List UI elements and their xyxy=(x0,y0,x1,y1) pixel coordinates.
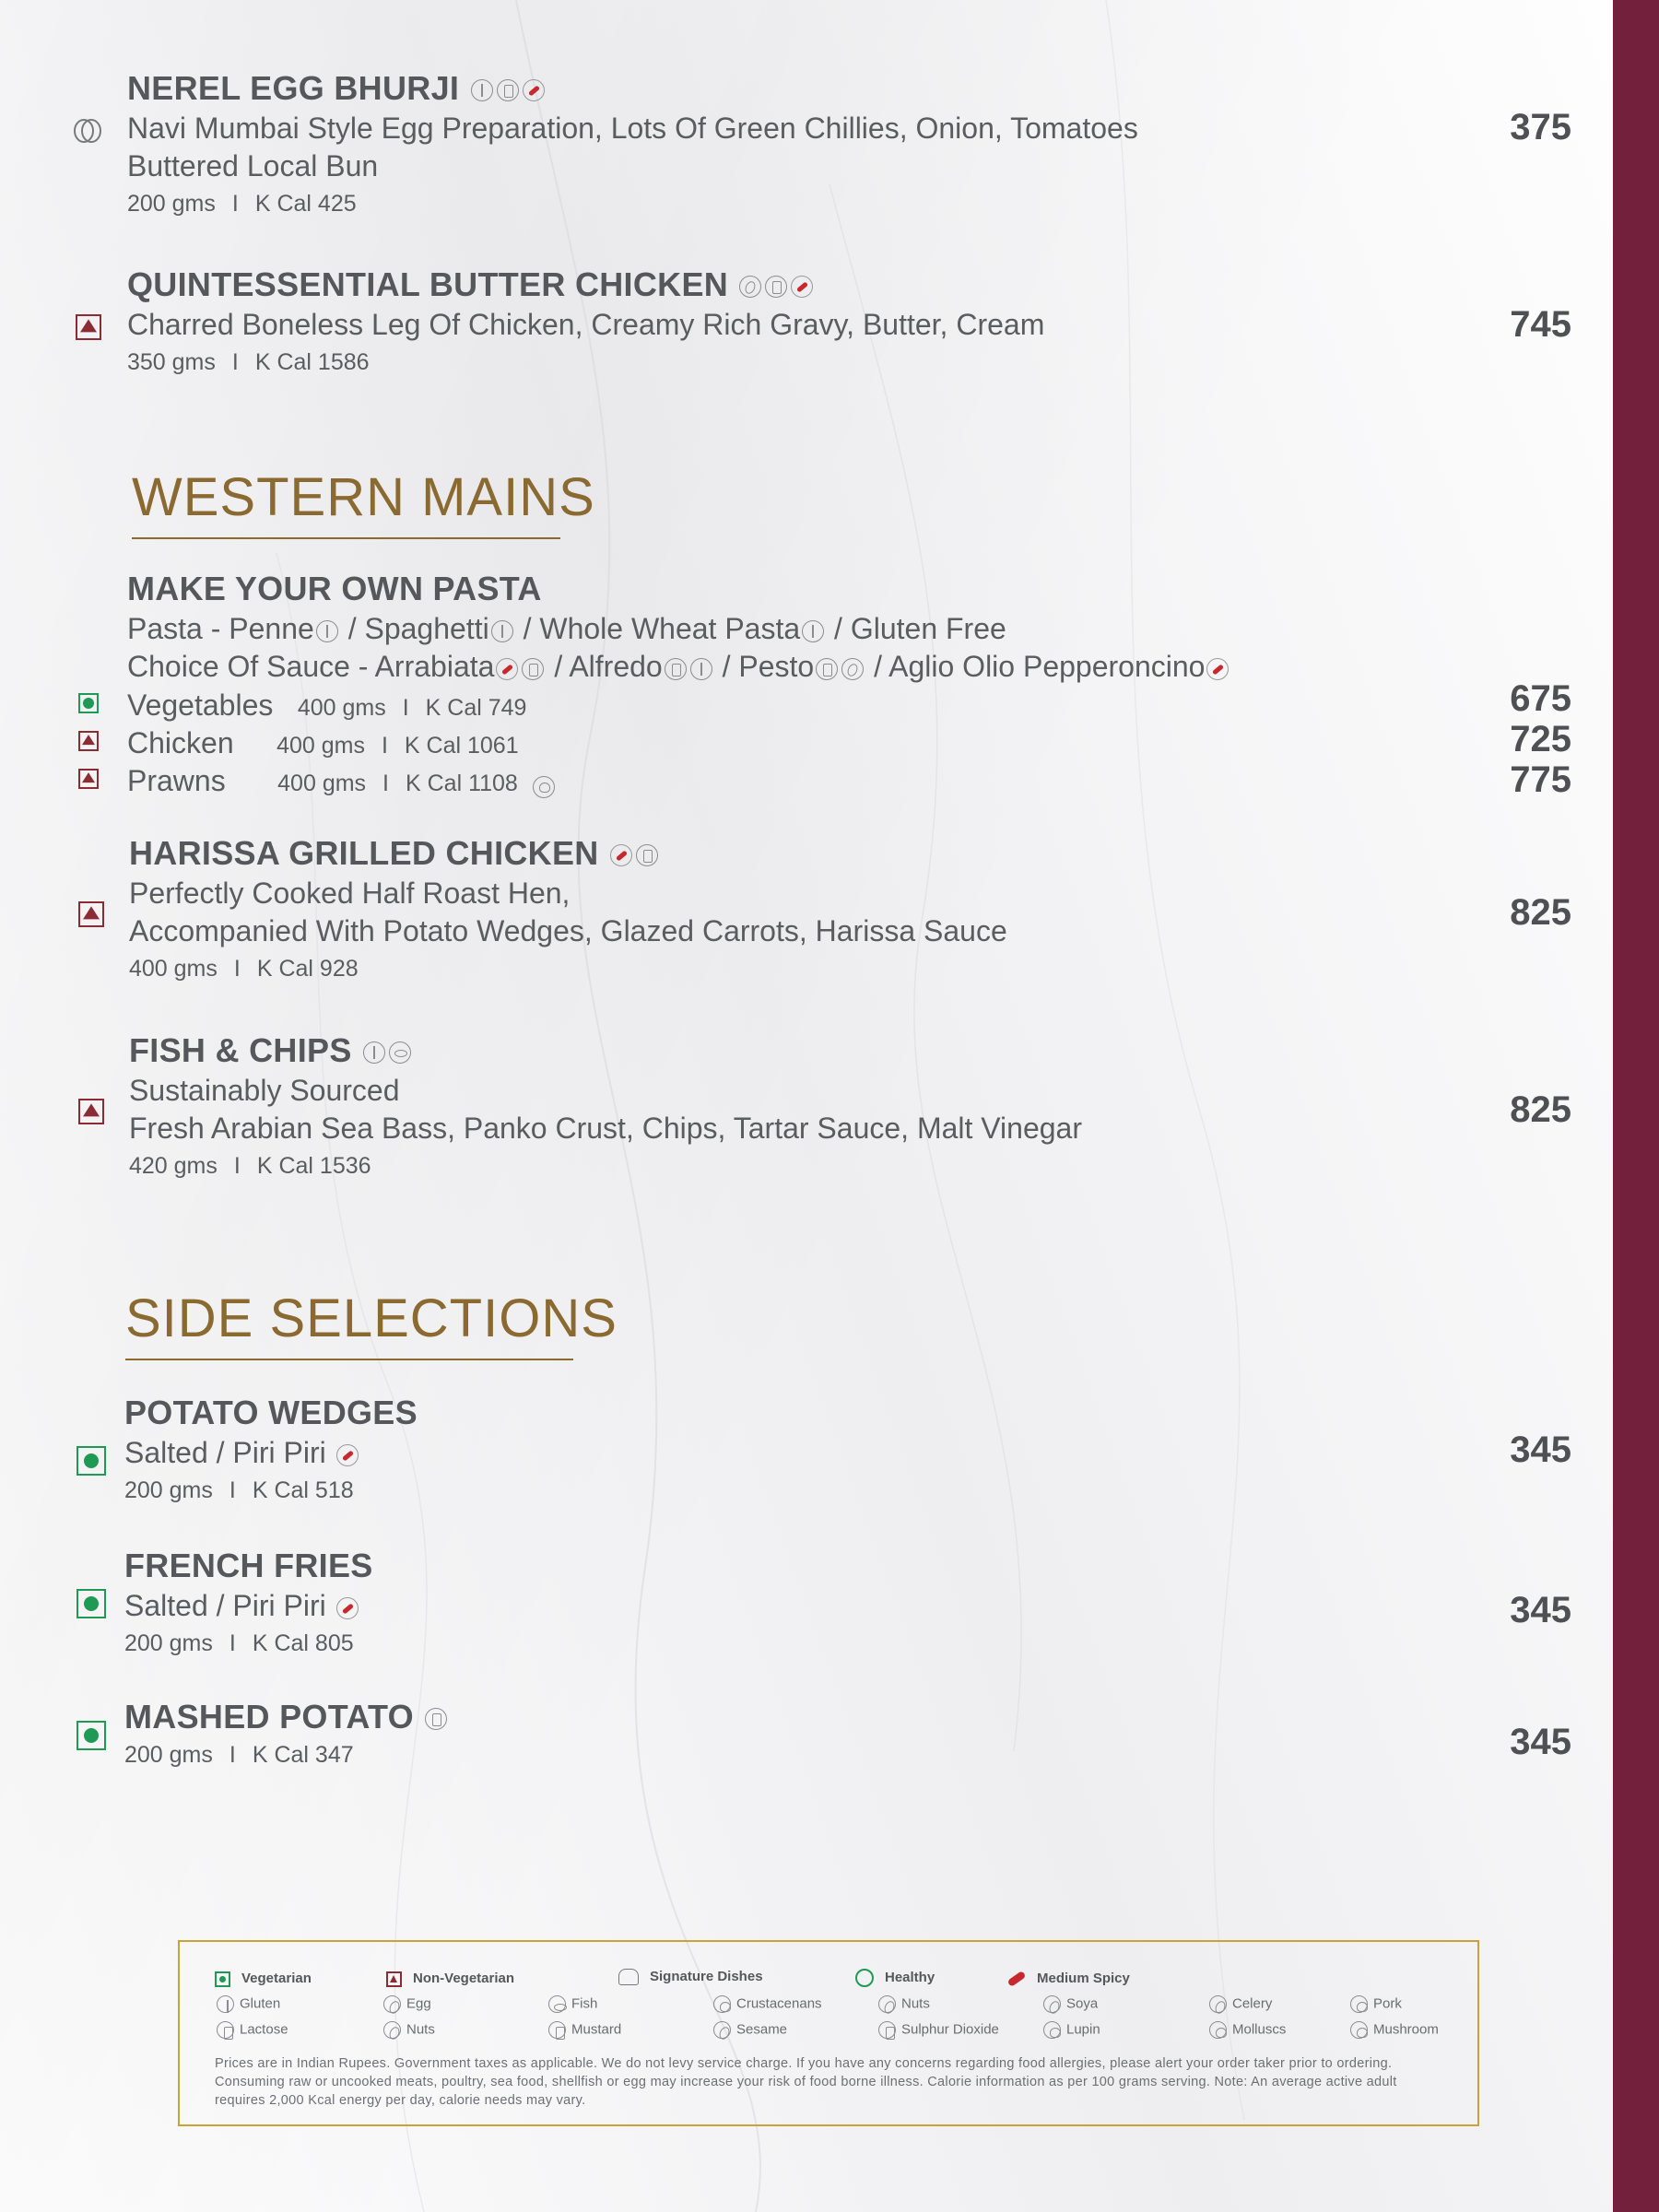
veg-icon xyxy=(215,1971,230,1987)
fish-icon xyxy=(548,1995,566,2013)
lactose-icon xyxy=(217,2021,234,2039)
non-veg-icon xyxy=(78,901,104,927)
option-name: Prawns xyxy=(127,764,226,797)
gluten-icon xyxy=(491,620,513,642)
item-weight: 200 gms xyxy=(124,1477,213,1503)
spicy-icon xyxy=(336,1597,359,1619)
item-meta xyxy=(129,1153,1082,1180)
item-description: Salted / Piri Piri xyxy=(124,1436,326,1469)
crustaceans-icon xyxy=(713,1995,731,2013)
chili-icon xyxy=(1007,1971,1027,1987)
menu-item-mashed-potato xyxy=(124,1698,449,1769)
item-weight: 400 gms xyxy=(129,956,218,982)
item-price: 345 xyxy=(1510,1590,1571,1630)
separator: I xyxy=(382,771,389,796)
menu-item-make-your-own-pasta xyxy=(127,570,1230,686)
non-veg-icon xyxy=(386,1971,402,1987)
lactose-icon xyxy=(425,1708,447,1730)
pasta-option-vegetables xyxy=(127,687,526,724)
item-price: 375 xyxy=(1510,107,1571,147)
legend-note: Prices are in Indian Rupees. Government taxes as applicable. We do not levy service charge. If you have any concerns regarding food allergies, please alert your order taker prior to ordering. Consuming raw or uncooked meats, poultry, sea food, shellfish or egg may increase your risk of food borne illness. Calorie information as per 100 grams serving. Note: An average active adult requires 2,000 Kcal energy per day, calorie needs may vary. xyxy=(215,2056,1397,2108)
menu-item-french-fries xyxy=(124,1547,373,1657)
nuts-icon xyxy=(841,658,864,680)
fish-icon xyxy=(389,1041,411,1064)
option-kcal: K Cal 1108 xyxy=(406,771,518,796)
heading-rule xyxy=(132,537,560,539)
menu-item-fish-and-chips xyxy=(129,1031,1082,1180)
lactose-icon xyxy=(497,79,519,101)
lactose-icon xyxy=(816,658,838,680)
legend-sulphur-dioxide: Sulphur Dioxide xyxy=(877,2021,999,2039)
lactose-icon xyxy=(636,844,658,866)
legend-lactose: Lactose xyxy=(215,2021,288,2039)
item-kcal: K Cal 805 xyxy=(252,1630,354,1656)
option-price: 775 xyxy=(1510,759,1571,800)
item-title: POTATO WEDGES xyxy=(124,1394,418,1431)
legend-mushroom: Mushroom xyxy=(1348,2021,1439,2039)
option-kcal: K Cal 749 xyxy=(425,695,527,721)
separator: I xyxy=(231,191,239,217)
molluscs-icon xyxy=(1209,2021,1227,2039)
spicy-icon xyxy=(523,79,545,101)
item-meta xyxy=(127,349,1044,376)
gluten-icon xyxy=(363,1041,385,1064)
item-kcal: K Cal 1586 xyxy=(254,349,370,375)
separator: I xyxy=(381,733,388,759)
pasta-option-chicken xyxy=(127,724,519,762)
legend-fish: Fish xyxy=(547,1995,597,2013)
separator: I xyxy=(233,1153,241,1179)
item-price: 825 xyxy=(1510,1089,1571,1130)
item-title: MASHED POTATO xyxy=(124,1698,414,1735)
item-kcal: K Cal 518 xyxy=(252,1477,354,1503)
spicy-icon xyxy=(791,276,813,298)
legend-celery: Celery xyxy=(1207,1995,1272,2013)
legend-gluten: Gluten xyxy=(215,1995,280,2013)
option-weight: 400 gms xyxy=(297,695,386,721)
item-description: Accompanied With Potato Wedges, Glazed Carrots, Harissa Sauce xyxy=(129,914,1007,947)
section-heading-side-selections: SIDE SELECTIONS xyxy=(125,1288,618,1349)
option-weight: 400 gms xyxy=(277,771,367,796)
item-title: HARISSA GRILLED CHICKEN xyxy=(129,834,599,872)
legend-nuts-2: Nuts xyxy=(382,2021,435,2039)
lactose-icon xyxy=(522,658,544,680)
gluten-icon xyxy=(802,620,824,642)
item-weight: 420 gms xyxy=(129,1153,218,1179)
nuts-icon xyxy=(878,1995,896,2013)
chef-hat-icon xyxy=(618,1969,639,1985)
separator: I xyxy=(229,1477,236,1503)
item-description: Perfectly Cooked Half Roast Hen, xyxy=(129,877,571,910)
item-price: 345 xyxy=(1510,1430,1571,1470)
item-price: 345 xyxy=(1510,1722,1571,1762)
legend-pork: Pork xyxy=(1348,1995,1402,2013)
lactose-icon xyxy=(765,276,787,298)
item-weight: 200 gms xyxy=(124,1742,213,1768)
separator: I xyxy=(233,956,241,982)
option-price: 725 xyxy=(1510,719,1571,759)
legend-molluscs: Molluscs xyxy=(1207,2021,1286,2039)
veg-icon xyxy=(78,693,99,713)
option-kcal: K Cal 1061 xyxy=(404,733,519,759)
gluten-icon xyxy=(316,620,338,642)
legend-healthy: Healthy xyxy=(855,1969,935,1987)
legend-nuts: Nuts xyxy=(877,1995,930,2013)
pasta-option-prawns xyxy=(127,762,557,800)
item-price: 745 xyxy=(1510,304,1571,345)
legend-box xyxy=(178,1940,1479,2126)
non-veg-icon xyxy=(78,769,99,789)
item-description: Fresh Arabian Sea Bass, Panko Crust, Chips, Tartar Sauce, Malt Vinegar xyxy=(129,1112,1082,1145)
menu-item-potato-wedges xyxy=(124,1394,418,1504)
option-name: Vegetables xyxy=(127,688,274,722)
soya-icon xyxy=(1043,1995,1061,2013)
gluten-icon xyxy=(471,79,493,101)
item-description: Navi Mumbai Style Egg Preparation, Lots Of Green Chillies, Onion, Tomatoes xyxy=(127,112,1138,145)
option-name: Chicken xyxy=(127,726,234,759)
item-meta xyxy=(124,1477,418,1504)
item-kcal: K Cal 347 xyxy=(252,1742,354,1768)
item-price: 825 xyxy=(1510,892,1571,933)
nuts-icon xyxy=(383,2021,401,2039)
spicy-icon xyxy=(1206,658,1229,680)
item-kcal: K Cal 1536 xyxy=(256,1153,371,1179)
spicy-icon xyxy=(496,658,518,680)
nuts-icon xyxy=(739,276,761,298)
spicy-icon xyxy=(610,844,632,866)
legend-lupin: Lupin xyxy=(1041,2021,1100,2039)
item-kcal: K Cal 425 xyxy=(254,191,357,217)
separator: I xyxy=(229,1630,236,1656)
item-title: NEREL EGG BHURJI xyxy=(127,69,460,107)
pork-icon xyxy=(1350,1995,1368,2013)
legend-soya: Soya xyxy=(1041,1995,1098,2013)
sesame-icon xyxy=(713,2021,731,2039)
item-title: QUINTESSENTIAL BUTTER CHICKEN xyxy=(127,265,729,303)
item-meta xyxy=(124,1742,449,1769)
veg-icon xyxy=(76,1721,106,1750)
item-title: FISH & CHIPS xyxy=(129,1031,352,1069)
egg-icon xyxy=(72,117,103,145)
sauce-choices: Choice Of Sauce - Arrabiata / Alfredo / Pesto / Aglio Olio Pepperoncino xyxy=(127,648,1230,686)
non-veg-icon xyxy=(78,731,99,751)
legend-crustaceans: Crustacenans xyxy=(712,1995,822,2013)
sidebar-band xyxy=(1613,0,1659,2212)
legend-medium-spicy: Medium Spicy xyxy=(1007,1971,1130,1986)
spicy-icon xyxy=(336,1444,359,1466)
gluten-icon xyxy=(690,658,712,680)
non-veg-icon xyxy=(76,314,101,340)
lactose-icon xyxy=(665,658,687,680)
veg-icon xyxy=(76,1589,106,1618)
legend-vegetarian: Vegetarian xyxy=(215,1971,312,1987)
lupin-icon xyxy=(1043,2021,1061,2039)
option-price: 675 xyxy=(1510,678,1571,719)
section-heading-western-mains: WESTERN MAINS xyxy=(132,466,595,528)
item-title: FRENCH FRIES xyxy=(124,1547,373,1584)
egg-icon xyxy=(383,1995,401,2013)
heading-rule xyxy=(125,1359,573,1360)
item-description: Charred Boneless Leg Of Chicken, Creamy Rich Gravy, Butter, Cream xyxy=(127,308,1045,341)
celery-icon xyxy=(1209,1995,1227,2013)
legend-non-vegetarian: Non-Vegetarian xyxy=(386,1971,514,1987)
item-weight: 200 gms xyxy=(127,191,216,217)
mushroom-icon xyxy=(1350,2021,1368,2039)
legend-mustard: Mustard xyxy=(547,2021,621,2039)
healthy-icon xyxy=(855,1969,874,1987)
separator: I xyxy=(402,695,409,721)
mustard-icon xyxy=(548,2021,566,2039)
menu-item-egg-bhurji xyxy=(127,69,1138,218)
separator: I xyxy=(231,349,239,375)
crustaceans-icon xyxy=(533,776,555,798)
menu-item-harissa-chicken xyxy=(129,834,1007,982)
pasta-choices: Pasta - Penne / Spaghetti / Whole Wheat Pasta / Gluten Free xyxy=(127,612,1006,645)
menu-item-butter-chicken xyxy=(127,265,1044,376)
item-weight: 350 gms xyxy=(127,349,216,375)
separator: I xyxy=(229,1742,236,1768)
sulphur-dioxide-icon xyxy=(878,2021,896,2039)
item-description: Sustainably Sourced xyxy=(129,1074,400,1107)
veg-icon xyxy=(76,1446,106,1476)
item-weight: 200 gms xyxy=(124,1630,213,1656)
non-veg-icon xyxy=(78,1099,104,1124)
legend-sesame: Sesame xyxy=(712,2021,787,2039)
item-meta xyxy=(124,1630,373,1657)
legend-egg: Egg xyxy=(382,1995,431,2013)
item-meta xyxy=(129,956,1007,982)
item-kcal: K Cal 928 xyxy=(256,956,359,982)
item-meta xyxy=(127,191,1138,218)
item-description: Buttered Local Bun xyxy=(127,149,379,182)
item-title: MAKE YOUR OWN PASTA xyxy=(127,570,542,607)
legend-signature: Signature Dishes xyxy=(618,1969,763,1985)
item-description: Salted / Piri Piri xyxy=(124,1589,326,1622)
gluten-icon xyxy=(217,1995,234,2013)
option-weight: 400 gms xyxy=(276,733,365,759)
